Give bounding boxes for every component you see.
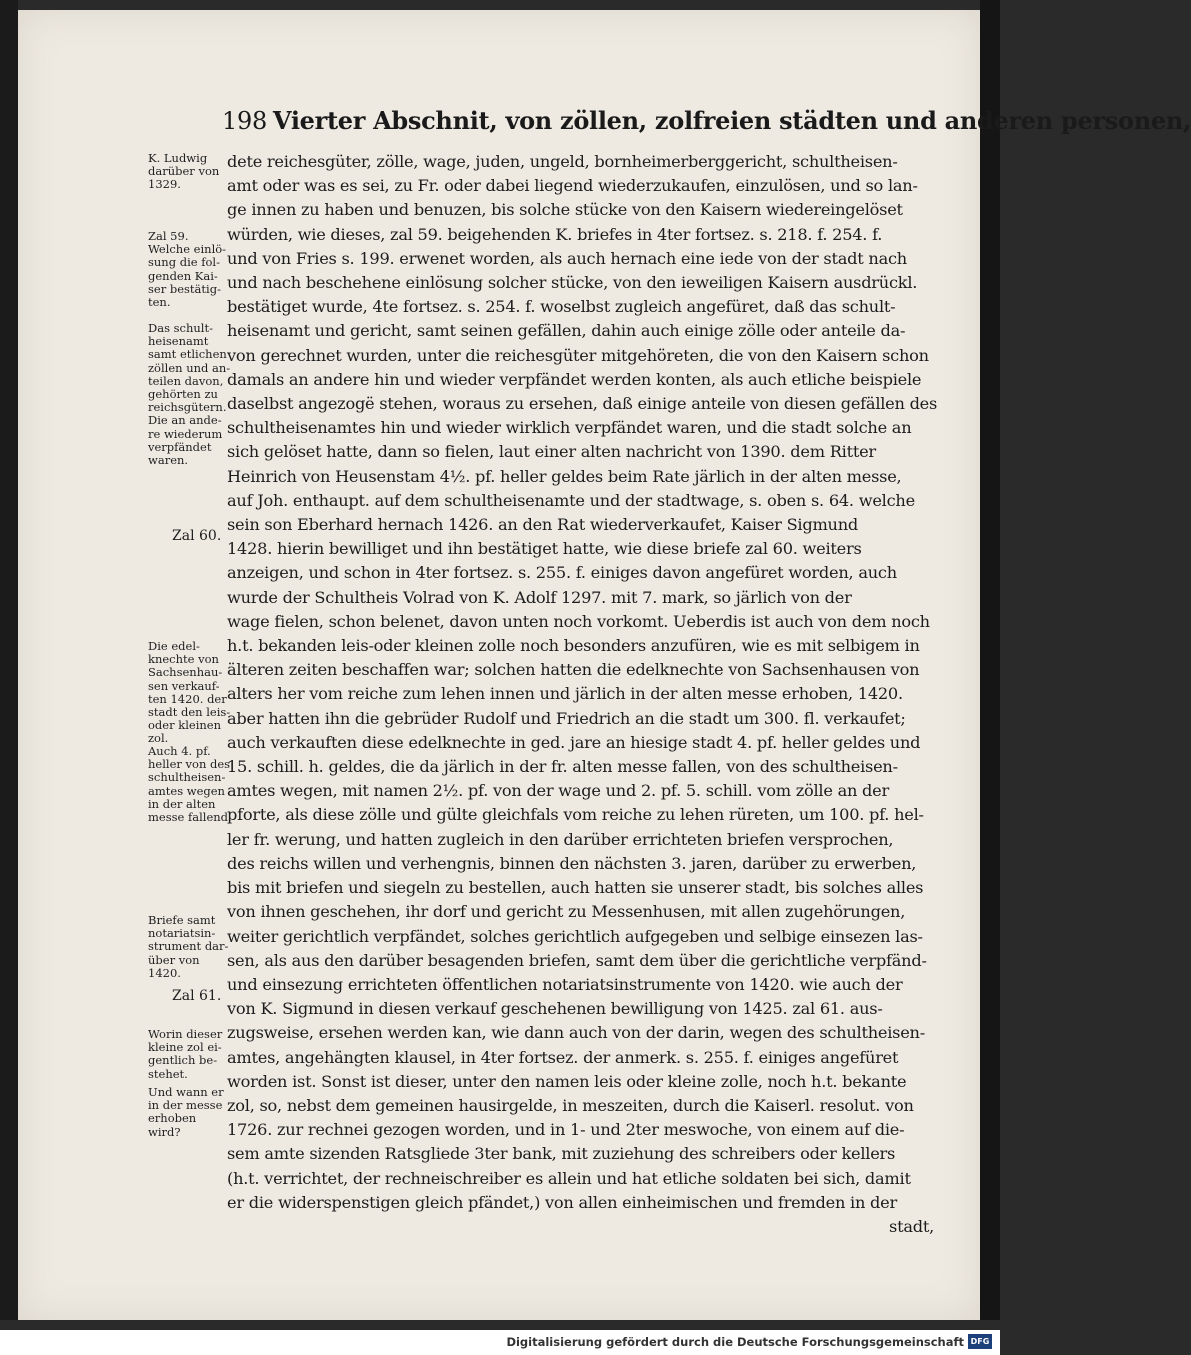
margin-note-line: Sachsenhau-	[148, 665, 223, 680]
text-line: ler fr. werung, und hatten zugleich in den darüber errichteten briefen versprochen,	[227, 829, 894, 849]
margin-note-line: zöllen und an-	[148, 360, 231, 375]
text-line: schultheisenamtes hin und wieder wirklich verpfändet waren, und die stadt solche an	[227, 418, 912, 438]
margin-note-line: kleine zol ei-	[148, 1040, 222, 1055]
text-line: würden, wie dieses, zal 59. beigehenden K. briefes in 4ter fortsez. s. 218. f. 254. f.	[227, 224, 883, 244]
text-line: von gerechnet wurden, unter die reichesgüter mitgehöreten, die von den Kaisern schon	[227, 345, 929, 365]
margin-note-line: reichsgütern.	[148, 400, 227, 415]
margin-note-line: verpfändet	[148, 439, 212, 454]
margin-note-line: wird?	[148, 1124, 181, 1139]
text-line: ge innen zu haben und benuzen, bis solche stücke von den Kaisern wiedereingelöset	[227, 200, 903, 220]
margin-note-line: Briefe samt	[148, 913, 216, 927]
section-title: Vierter Abschnit, von zöllen, zolfreien städten und anderen personen,	[272, 106, 1191, 135]
page-header	[222, 106, 1191, 135]
text-line: und einsezung errichteten öffentlichen notariatsinstrumente von 1420. wie auch der	[227, 974, 903, 994]
text-line: stadt,	[889, 1216, 934, 1236]
body-text	[227, 150, 938, 1239]
text-line: wurde der Schultheis Volrad von K. Adolf 1297. mit 7. mark, so järlich von der	[227, 587, 852, 607]
text-line: damals an andere hin und wieder verpfändet werden konten, als auch etliche beispiele	[227, 369, 922, 389]
margin-note-line: notariatsin-	[148, 926, 216, 941]
text-line: daselbst angezogë stehen, woraus zu ersehen, daß einige anteile von diesen gefällen des	[227, 394, 938, 414]
margin-note-line: gehörten zu	[148, 387, 218, 402]
margin-note	[148, 1086, 230, 1139]
text-line: und von Fries s. 199. erwenet worden, als auch hernach eine iede von der stadt nach	[227, 248, 907, 268]
text-line: h.t. bekanden leis-oder kleinen zolle noch besonders anzufüren, wie es mit selbigem in	[227, 636, 920, 656]
funding-credit: Digitalisierung gefördert durch die Deutsche Forschungsgemeinschaft	[506, 1335, 964, 1349]
text-line: Heinrich von Heusenstam 4½. pf. heller geldes beim Rate järlich in der alten messe,	[227, 466, 902, 486]
margin-note	[148, 745, 230, 824]
margin-note-line: messe fallend.	[148, 810, 232, 825]
margin-note-line: re wiederum	[148, 426, 223, 441]
text-line: bestätiget wurde, 4te fortsez. s. 254. f. woselbst zugleich angefüret, daß das schult-	[227, 297, 896, 317]
text-line: zol, so, nebst dem gemeinen hausirgelde, in meszeiten, durch die Kaiserl. resolut. von	[227, 1095, 914, 1115]
margin-note-line: strument dar-	[148, 939, 229, 954]
margin-note-line: ser bestätig-	[148, 281, 221, 296]
page-edge	[980, 0, 1000, 1320]
text-line: zugsweise, ersehen werden kan, wie dann auch von der darin, wegen des schultheisen-	[227, 1023, 925, 1043]
text-line: 1428. hierin bewilliget und ihn bestätiget hatte, wie diese briefe zal 60. weiters	[227, 539, 862, 559]
text-line: pforte, als diese zölle und gülte gleichfals vom reiche zu lehen rüreten, um 100. pf. hel-	[227, 805, 924, 825]
text-line: sen, als aus den darüber besagenden briefen, samt dem über die gerichtliche verpfänd-	[227, 950, 927, 970]
text-line: weiter gerichtlich verpfändet, solches gerichtlich aufgegeben und selbige einsezen las-	[227, 926, 923, 946]
text-line: sein son Eberhard hernach 1426. an den Rat wiederverkaufet, Kaiser Sigmund	[227, 515, 859, 535]
margin-note-line: Zal 59.	[148, 229, 189, 243]
margin-note-line: stehet.	[148, 1066, 188, 1081]
margin-note-line: Das schult-	[148, 321, 213, 335]
text-line: älteren zeiten beschaffen war; solchen hatten die edelknechte von Sachsenhausen von	[227, 660, 920, 680]
margin-note	[148, 640, 230, 746]
text-line: dete reichesgüter, zölle, wage, juden, ungeld, bornheimerberggericht, schultheisen-	[227, 152, 898, 171]
margin-note-line: Die an ande-	[148, 413, 222, 428]
text-line: und nach beschehene einlösung solcher stücke, von den ieweiligen Kaisern ausdrückl.	[227, 273, 918, 293]
text-line: er die widerspenstigen gleich pfändet,) von allen einheimischen und fremden in der	[227, 1192, 897, 1212]
margin-note-line: knechte von	[148, 652, 219, 667]
text-line: worden ist. Sonst ist dieser, unter den namen leis oder kleine zolle, noch h.t. bekante	[227, 1071, 907, 1091]
margin-note-line: schultheisen-	[148, 770, 226, 785]
margin-note-line: oder kleinen	[148, 718, 221, 733]
margin-note-line: über von	[148, 952, 200, 967]
page-number: 198	[222, 107, 267, 135]
margin-note	[148, 152, 230, 192]
text-line: bis mit briefen und siegeln zu bestellen, auch hatten sie unserer stadt, bis solches alles	[227, 878, 924, 898]
margin-note-line: heisenamt	[148, 334, 209, 349]
text-line: alters her vom reiche zum lehen innen und järlich in der alten messe erhoben, 1420.	[227, 684, 903, 704]
text-line: von ihnen geschehen, ihr dorf und gericht zu Messenhusen, mit allen zugehörungen,	[227, 902, 906, 922]
text-line: sich gelöset hatte, dann so fielen, laut einer alten nachricht von 1390. dem Ritter	[227, 442, 876, 462]
text-line: sem amte sizenden Ratsgliede 3ter bank, mit zuziehung des schreibers oder kellers	[227, 1144, 896, 1164]
margin-note-line: samt etlichen	[148, 347, 227, 362]
margin-note-line: Die edel-	[148, 639, 200, 653]
margin-note-line: 1420.	[148, 965, 181, 980]
margin-note-line: amtes wegen	[148, 783, 225, 798]
text-line: amtes wegen, mit namen 2½. pf. von der wage und 2. pf. 5. schill. vom zölle an der	[227, 781, 889, 801]
text-line: auch verkauften diese edelknechte in ged. jare an hiesige stadt 4. pf. heller geldes und	[227, 732, 921, 752]
book-spine	[0, 0, 18, 1320]
margin-note-line: Zal 61.	[172, 988, 222, 1004]
text-line: von K. Sigmund in diesen verkauf geschehenen bewilligung von 1425. zal 61. aus-	[227, 999, 883, 1019]
margin-note-line: K. Ludwig	[148, 151, 208, 165]
text-line: aber hatten ihn die gebrüder Rudolf und Friedrich an die stadt um 300. fl. verkaufet;	[227, 708, 906, 728]
margin-note-line: Worin dieser	[148, 1027, 223, 1041]
margin-note-line: genden Kai-	[148, 268, 218, 283]
margin-note	[148, 914, 230, 980]
margin-note	[148, 230, 230, 309]
text-line: heisenamt und gericht, samt seinen gefällen, dahin auch einige zölle oder anteile da-	[227, 321, 906, 341]
margin-note-line: Zal 60.	[172, 528, 222, 544]
margin-note-line: Welche einlö-	[148, 242, 227, 257]
text-line: wage fielen, schon belenet, davon unten noch vorkomt. Ueberdis ist auch von dem noch	[227, 611, 930, 631]
margin-note-line: sung die fol-	[148, 255, 220, 270]
margin-note-line: heller von des	[148, 757, 231, 772]
margin-note-line: zol.	[148, 731, 169, 746]
margin-note-line: sen verkauf-	[148, 678, 220, 693]
margin-note-line: teilen davon,	[148, 373, 224, 388]
margin-note	[148, 322, 230, 467]
margin-note-line: ten.	[148, 295, 171, 310]
margin-note-line: erhoben	[148, 1111, 197, 1126]
text-line: 1726. zur rechnei gezogen worden, und in 1- und 2ter meswoche, von einem auf die-	[227, 1120, 905, 1140]
margin-note-line: ten 1420. der	[148, 691, 227, 706]
margin-note-line: gentlich be-	[148, 1053, 218, 1068]
margin-note-line: darüber von	[148, 164, 220, 179]
text-line: des reichs willen und verhengnis, binnen den nächsten 3. jaren, darüber zu erwerben,	[227, 853, 917, 873]
text-line: amt oder was es sei, zu Fr. oder dabei liegend wiederzukaufen, einzulösen, und so lan-	[227, 176, 918, 196]
margin-note	[148, 1028, 230, 1081]
text-line: auf Joh. enthaupt. auf dem schultheisenamte und der stadtwage, s. oben s. 64. welche	[227, 490, 915, 510]
dfg-logo: DFG	[968, 1334, 992, 1349]
margin-note-line: in der messe	[148, 1098, 223, 1113]
margin-note-line: Und wann er	[148, 1085, 224, 1099]
text-line: (h.t. verrichtet, der rechneischreiber es allein und hat etliche soldaten bei sich, damit	[227, 1168, 911, 1188]
footer-bar	[0, 1330, 1000, 1355]
margin-note-line: in der alten	[148, 796, 216, 811]
margin-note-line: stadt den leis-	[148, 705, 231, 720]
text-line: amtes, angehängten klausel, in 4ter fortsez. der anmerk. s. 255. f. einiges angefüret	[227, 1047, 899, 1067]
margin-note-line: Auch 4. pf.	[148, 744, 211, 758]
margin-note-line: 1329.	[148, 177, 181, 192]
text-line: 15. schill. h. geldes, die da järlich in der fr. alten messe fallen, von des schultheisen-	[227, 757, 898, 777]
text-line: anzeigen, und schon in 4ter fortsez. s. 255. f. einiges davon angefüret worden, auch	[227, 563, 897, 583]
margin-note-line: waren.	[148, 453, 189, 468]
